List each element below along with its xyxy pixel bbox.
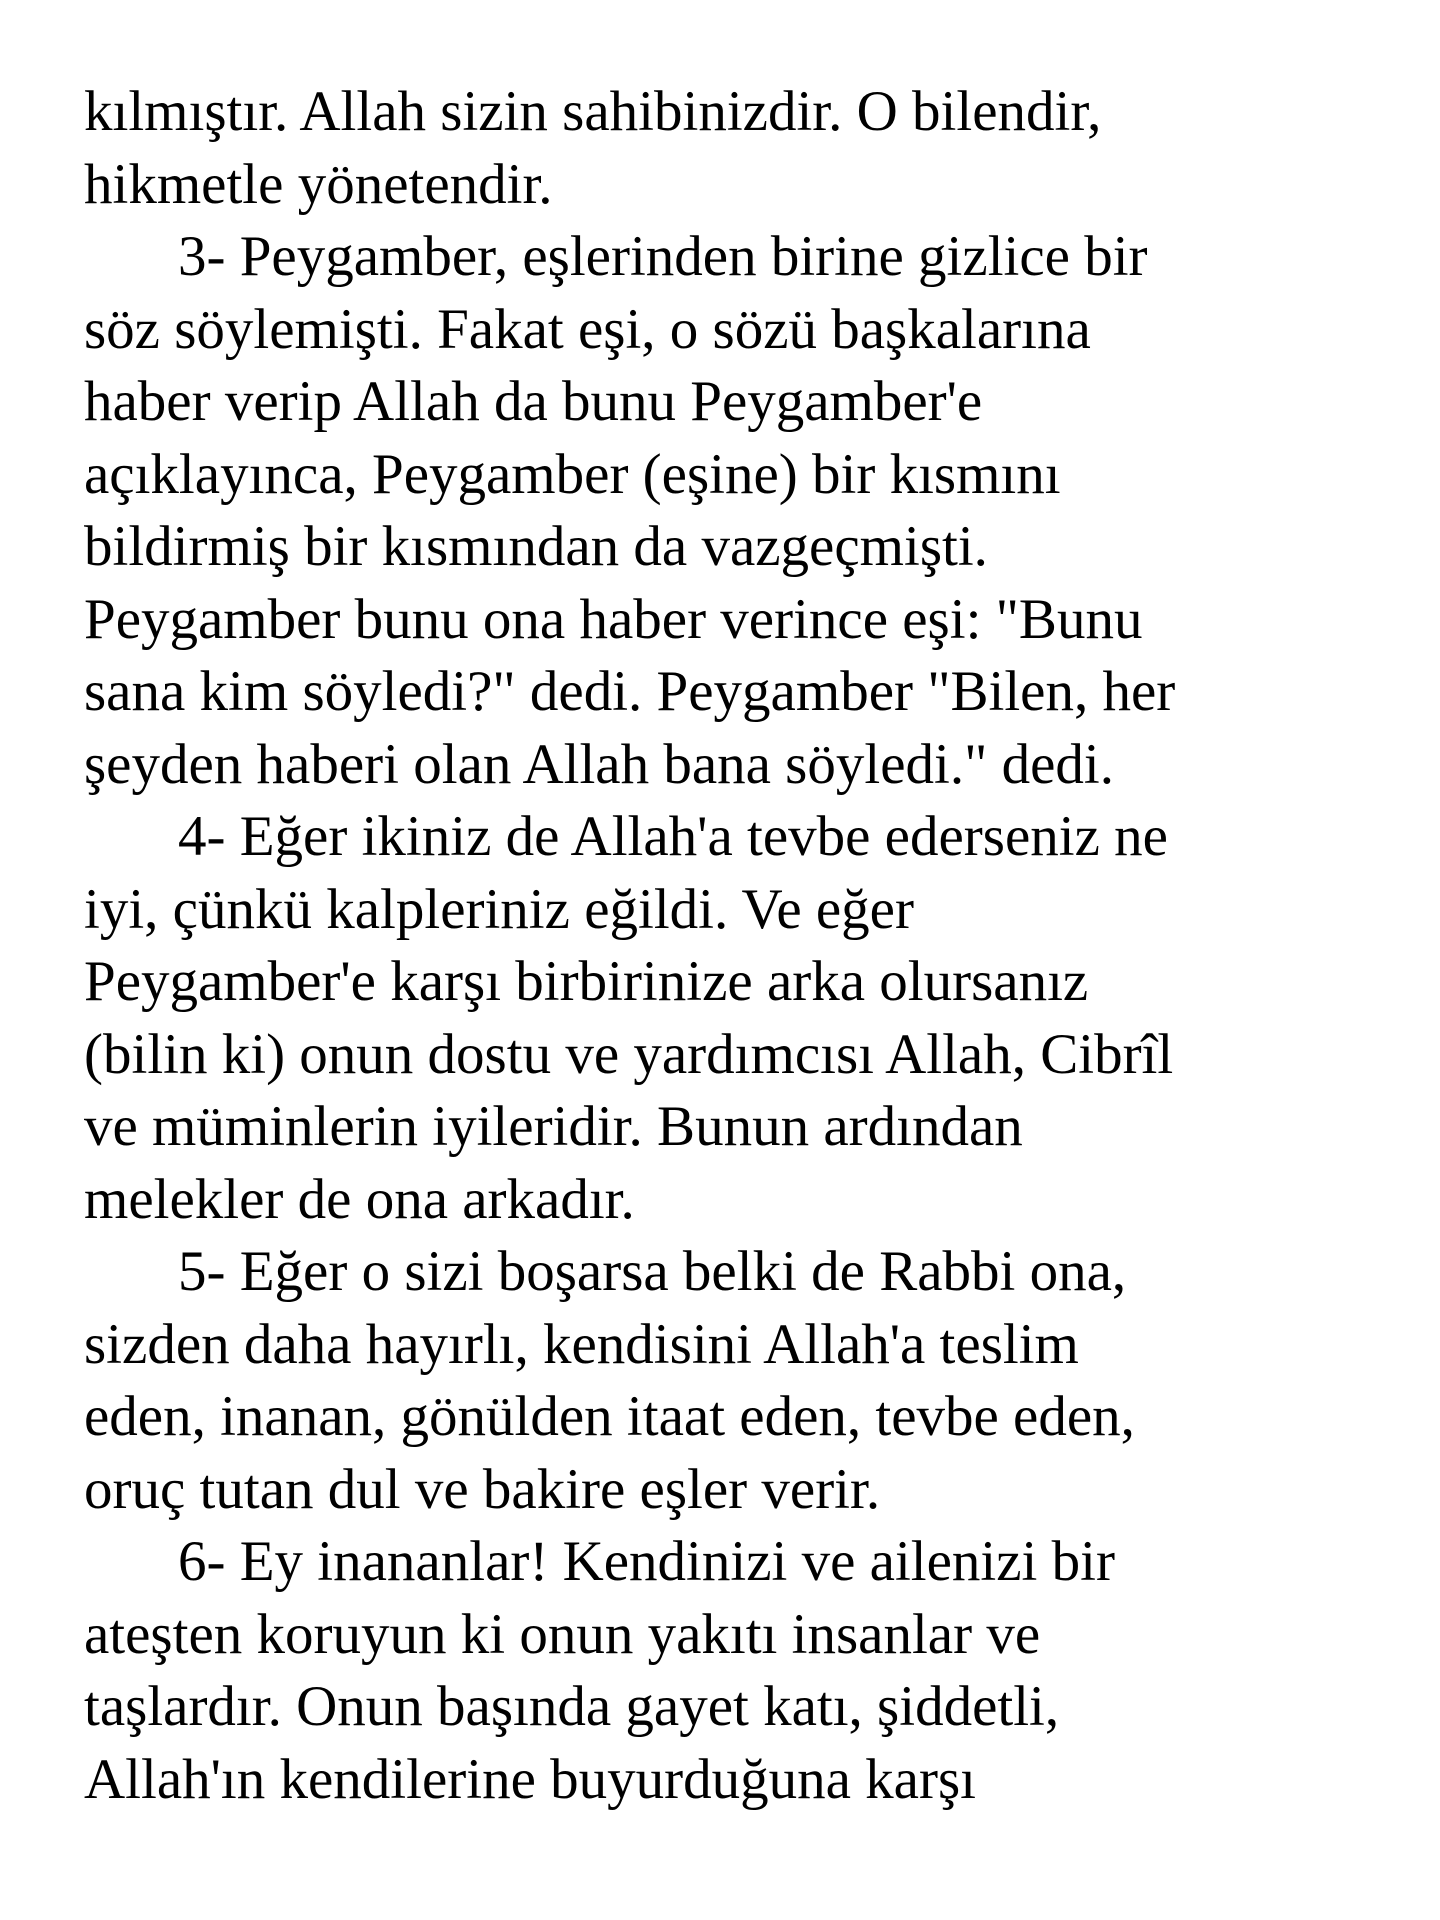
text-line: Peygamber bunu ona haber verince eşi: "Bunu [84,587,1143,651]
text-line: sizden daha hayırlı, kendisini Allah'a teslim [84,1312,1079,1376]
text-line: 5- Eğer o sizi boşarsa belki de Rabbi ona, [178,1240,1127,1303]
text-line: Allah'ın kendilerine buyurduğuna karşı [84,1747,976,1811]
text-line: haber verip Allah da bunu Peygamber'e [84,370,983,433]
text-line: söz söylemişti. Fakat eşi, o sözü başkalarına [84,297,1091,361]
text-line: ve müminlerin iyileridir. Bunun ardından [84,1095,1023,1158]
text-line: sana kim söyledi?" dedi. Peygamber "Bilen, her [84,660,1176,723]
text-line: 4- Eğer ikiniz de Allah'a tevbe ederseniz ne [178,805,1168,868]
text-line: eden, inanan, gönülden itaat eden, tevbe eden, [84,1385,1135,1448]
text-line: (bilin ki) onun dostu ve yardımcısı Allah, Cibrîl [84,1022,1174,1086]
text-line: bildirmiş bir kısmından da vazgeçmişti. [84,515,988,578]
text-line: iyi, çünkü kalpleriniz eğildi. Ve eğer [84,877,914,941]
text-line: hikmetle yönetendir. [84,152,553,216]
text-line: şeyden haberi olan Allah bana söyledi." dedi. [84,732,1114,796]
text-line: 6- Ey inananlar! Kendinizi ve ailenizi bir [178,1530,1115,1593]
document-page [84,76,1374,1816]
text-line: açıklayınca, Peygamber (eşine) bir kısmını [84,442,1061,506]
text-line: oruç tutan dul ve bakire eşler verir. [84,1457,881,1521]
text-line: Peygamber'e karşı birbirinize arka olursanız [84,950,1089,1013]
text-line: ateşten koruyun ki onun yakıtı insanlar ve [84,1602,1041,1666]
text-line: kılmıştır. Allah sizin sahibinizdir. O bilendir, [84,80,1102,143]
text-line: melekler de ona arkadır. [84,1167,635,1231]
text-line: 3- Peygamber, eşlerinden birine gizlice bir [178,225,1148,288]
text-line: taşlardır. Onun başında gayet katı, şiddetli, [84,1675,1060,1738]
